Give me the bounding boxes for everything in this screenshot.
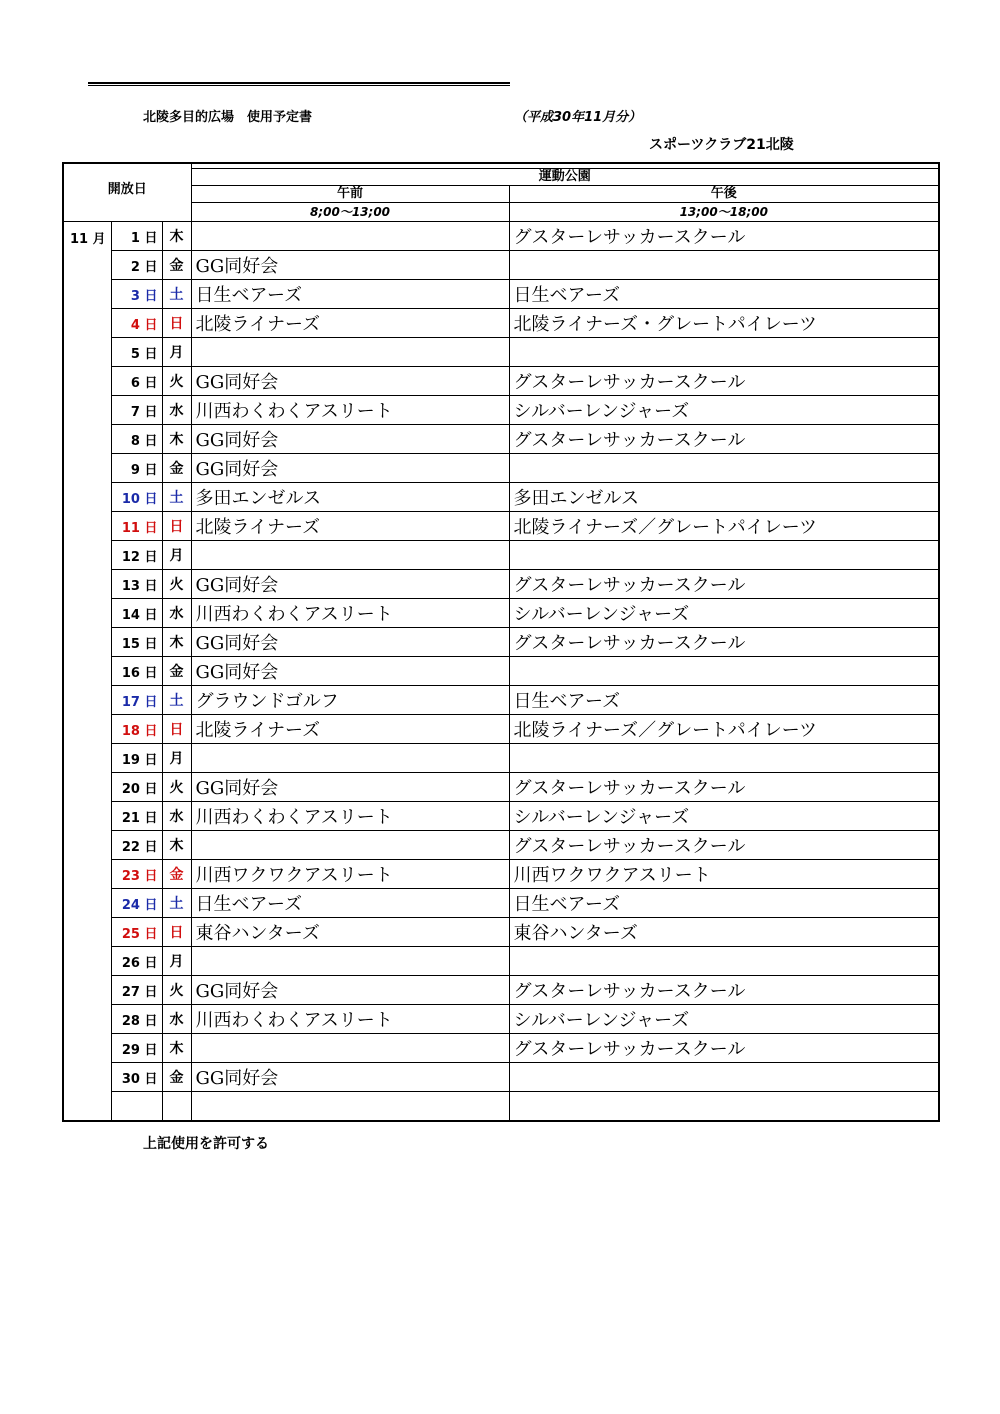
day-cell: 2 日: [111, 251, 162, 280]
am-user-cell: 川西わくわくアスリート: [191, 599, 509, 628]
weekday-cell: 月: [162, 744, 191, 773]
am-user-cell: グラウンドゴルフ: [191, 686, 509, 715]
pm-user-cell: グスターレサッカースクール: [509, 570, 939, 599]
day-cell: 12 日: [111, 541, 162, 570]
day-cell: 21 日: [111, 802, 162, 831]
club-name: スポーツクラブ21北陵: [649, 137, 794, 153]
pm-user-cell: シルバーレンジャーズ: [509, 1005, 939, 1034]
day-cell: 30 日: [111, 1063, 162, 1092]
day-cell: 7 日: [111, 396, 162, 425]
weekday-cell: 金: [162, 251, 191, 280]
am-user-cell: 日生ベアーズ: [191, 280, 509, 309]
table-row: [63, 802, 939, 831]
day-cell: 6 日: [111, 367, 162, 396]
weekday-cell: 土: [162, 280, 191, 309]
weekday-cell: 水: [162, 1005, 191, 1034]
day-cell: 15 日: [111, 628, 162, 657]
day-cell: 25 日: [111, 918, 162, 947]
table-row: [63, 570, 939, 599]
pm-user-cell: グスターレサッカースクール: [509, 628, 939, 657]
pm-user-cell: 日生ベアーズ: [509, 889, 939, 918]
day-cell: 1 日: [111, 222, 162, 251]
top-rule: [88, 82, 510, 86]
day-cell: 4 日: [111, 309, 162, 338]
day-cell: 9 日: [111, 454, 162, 483]
pm-user-cell: グスターレサッカースクール: [509, 222, 939, 251]
pm-user-cell: 日生ベアーズ: [509, 686, 939, 715]
table-row: [63, 860, 939, 889]
pm-user-cell: シルバーレンジャーズ: [509, 802, 939, 831]
day-cell: 8 日: [111, 425, 162, 454]
day-cell: 27 日: [111, 976, 162, 1005]
weekday-cell: 水: [162, 599, 191, 628]
weekday-cell: 木: [162, 425, 191, 454]
am-user-cell: GG同好会: [191, 251, 509, 280]
table-row: [63, 425, 939, 454]
empty-cell: [509, 1092, 939, 1122]
day-cell: 11 日: [111, 512, 162, 541]
am-user-cell: [191, 338, 509, 367]
pm-user-cell: 北陵ライナーズ／グレートパイレーツ: [509, 512, 939, 541]
day-cell: 3 日: [111, 280, 162, 309]
pm-user-cell: [509, 251, 939, 280]
table-row: [63, 454, 939, 483]
table-row: [63, 541, 939, 570]
approval-note: 上記使用を許可する: [143, 1136, 269, 1152]
table-row: [63, 1034, 939, 1063]
table-row: [63, 1063, 939, 1092]
am-user-cell: 北陵ライナーズ: [191, 512, 509, 541]
pm-user-cell: [509, 541, 939, 570]
pm-user-cell: 日生ベアーズ: [509, 280, 939, 309]
table-row: [63, 251, 939, 280]
table-row: [63, 628, 939, 657]
table-row: [63, 657, 939, 686]
day-cell: 10 日: [111, 483, 162, 512]
table-row: [63, 715, 939, 744]
table-row: [63, 686, 939, 715]
am-user-cell: GG同好会: [191, 425, 509, 454]
weekday-cell: 月: [162, 541, 191, 570]
day-cell: 17 日: [111, 686, 162, 715]
day-cell: 22 日: [111, 831, 162, 860]
weekday-cell: 金: [162, 454, 191, 483]
weekday-cell: 水: [162, 396, 191, 425]
weekday-cell: 火: [162, 976, 191, 1005]
period-label: （平成30年11月分）: [514, 110, 642, 125]
table-row: [63, 599, 939, 628]
weekday-cell: 金: [162, 657, 191, 686]
table-row: [63, 918, 939, 947]
day-cell: 13 日: [111, 570, 162, 599]
pm-user-cell: グスターレサッカースクール: [509, 367, 939, 396]
am-user-cell: GG同好会: [191, 1063, 509, 1092]
table-row: [63, 512, 939, 541]
table-row: [63, 483, 939, 512]
weekday-cell: 日: [162, 715, 191, 744]
pm-user-cell: 多田エンゼルス: [509, 483, 939, 512]
weekday-cell: 木: [162, 831, 191, 860]
pm-user-cell: [509, 338, 939, 367]
pm-user-cell: [509, 657, 939, 686]
am-header: 午前: [191, 186, 509, 203]
table-row: [63, 396, 939, 425]
am-user-cell: [191, 947, 509, 976]
pm-user-cell: シルバーレンジャーズ: [509, 599, 939, 628]
weekday-cell: 水: [162, 802, 191, 831]
pm-user-cell: 北陵ライナーズ・グレートパイレーツ: [509, 309, 939, 338]
am-user-cell: 北陵ライナーズ: [191, 715, 509, 744]
am-user-cell: [191, 222, 509, 251]
weekday-cell: 木: [162, 1034, 191, 1063]
weekday-cell: 木: [162, 222, 191, 251]
weekday-cell: 月: [162, 947, 191, 976]
pm-time-header: 13;00～18;00: [509, 203, 939, 222]
day-cell: 18 日: [111, 715, 162, 744]
pm-user-cell: 東谷ハンターズ: [509, 918, 939, 947]
pm-user-cell: [509, 947, 939, 976]
table-row: [63, 744, 939, 773]
table-row: [63, 309, 939, 338]
am-time-header: 8;00～13;00: [191, 203, 509, 222]
pm-user-cell: グスターレサッカースクール: [509, 425, 939, 454]
pm-user-cell: [509, 1063, 939, 1092]
pm-user-cell: グスターレサッカースクール: [509, 773, 939, 802]
weekday-cell: 土: [162, 889, 191, 918]
am-user-cell: GG同好会: [191, 454, 509, 483]
table-row: [63, 831, 939, 860]
am-user-cell: 川西わくわくアスリート: [191, 396, 509, 425]
day-cell: 14 日: [111, 599, 162, 628]
weekday-cell: 金: [162, 860, 191, 889]
empty-cell: [111, 1092, 162, 1122]
pm-user-cell: グスターレサッカースクール: [509, 976, 939, 1005]
table-row: [63, 889, 939, 918]
venue-header: 運動公園: [191, 169, 939, 186]
am-user-cell: GG同好会: [191, 773, 509, 802]
table-row: [63, 976, 939, 1005]
schedule-table: [62, 162, 940, 1122]
weekday-cell: 火: [162, 367, 191, 396]
am-user-cell: GG同好会: [191, 628, 509, 657]
weekday-cell: 日: [162, 918, 191, 947]
am-user-cell: 川西わくわくアスリート: [191, 1005, 509, 1034]
empty-cell: [191, 1092, 509, 1122]
am-user-cell: [191, 541, 509, 570]
day-cell: 23 日: [111, 860, 162, 889]
am-user-cell: [191, 831, 509, 860]
day-cell: 20 日: [111, 773, 162, 802]
day-cell: 5 日: [111, 338, 162, 367]
am-user-cell: 川西わくわくアスリート: [191, 802, 509, 831]
am-user-cell: 日生ベアーズ: [191, 889, 509, 918]
pm-user-cell: シルバーレンジャーズ: [509, 396, 939, 425]
schedule-body: [63, 222, 939, 1122]
weekday-cell: 月: [162, 338, 191, 367]
table-row: [63, 280, 939, 309]
pm-user-cell: [509, 454, 939, 483]
weekday-cell: 火: [162, 570, 191, 599]
table-row: [63, 338, 939, 367]
weekday-cell: 土: [162, 686, 191, 715]
document-title: 北陵多目的広場 使用予定書: [143, 110, 313, 125]
table-row-empty: [63, 1092, 939, 1122]
empty-cell: [162, 1092, 191, 1122]
day-cell: 28 日: [111, 1005, 162, 1034]
am-user-cell: 多田エンゼルス: [191, 483, 509, 512]
am-user-cell: 川西ワクワクアスリート: [191, 860, 509, 889]
am-user-cell: GG同好会: [191, 976, 509, 1005]
table-row: [63, 367, 939, 396]
am-user-cell: GG同好会: [191, 367, 509, 396]
table-row: [63, 773, 939, 802]
am-user-cell: 東谷ハンターズ: [191, 918, 509, 947]
am-user-cell: 北陵ライナーズ: [191, 309, 509, 338]
pm-user-cell: [509, 744, 939, 773]
am-user-cell: [191, 1034, 509, 1063]
day-cell: 16 日: [111, 657, 162, 686]
weekday-cell: 木: [162, 628, 191, 657]
table-row: [63, 947, 939, 976]
day-cell: 19 日: [111, 744, 162, 773]
day-cell: 24 日: [111, 889, 162, 918]
pm-user-cell: 北陵ライナーズ／グレートパイレーツ: [509, 715, 939, 744]
weekday-cell: 日: [162, 512, 191, 541]
pm-user-cell: グスターレサッカースクール: [509, 1034, 939, 1063]
am-user-cell: GG同好会: [191, 570, 509, 599]
weekday-cell: 金: [162, 1063, 191, 1092]
pm-header: 午後: [509, 186, 939, 203]
weekday-cell: 火: [162, 773, 191, 802]
pm-user-cell: グスターレサッカースクール: [509, 831, 939, 860]
open-day-header: 開放日: [63, 163, 191, 222]
weekday-cell: 土: [162, 483, 191, 512]
day-cell: 29 日: [111, 1034, 162, 1063]
am-user-cell: GG同好会: [191, 657, 509, 686]
pm-user-cell: 川西ワクワクアスリート: [509, 860, 939, 889]
month-cell: 11 月: [63, 222, 111, 1122]
weekday-cell: 日: [162, 309, 191, 338]
table-row: [63, 1005, 939, 1034]
am-user-cell: [191, 744, 509, 773]
table-row: [63, 222, 939, 251]
day-cell: 26 日: [111, 947, 162, 976]
